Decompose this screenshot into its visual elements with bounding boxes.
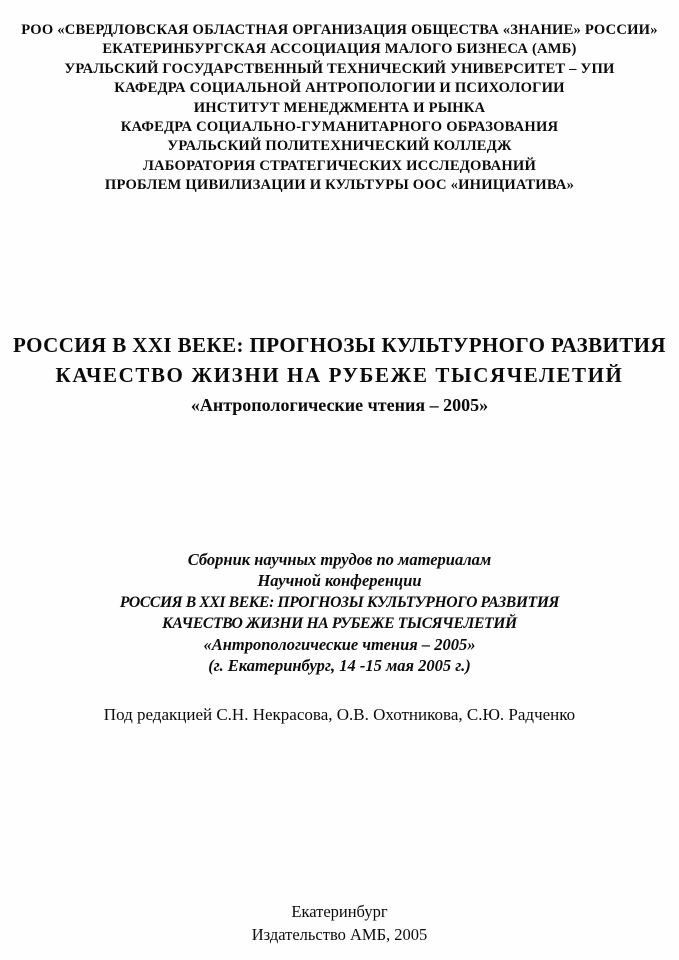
organization-line: УРАЛЬСКИЙ ПОЛИТЕХНИЧЕСКИЙ КОЛЛЕДЖ xyxy=(167,138,512,155)
subtitle-title-line-1: РОССИЯ В XXI ВЕКЕ: ПРОГНОЗЫ КУЛЬТУРНОГО РАЗВИТИЯ xyxy=(119,593,560,611)
subtitle-series-line: «Антропологические чтения – 2005» xyxy=(203,635,476,655)
subtitle-title-line-2: КАЧЕСТВО ЖИЗНИ НА РУБЕЖЕ ТЫСЯЧЕЛЕТИЙ xyxy=(162,614,517,632)
imprint-publisher: Издательство АМБ, 2005 xyxy=(251,924,428,944)
organizations-block xyxy=(0,21,679,196)
organization-line: ЛАБОРАТОРИЯ СТРАТЕГИЧЕСКИХ ИССЛЕДОВАНИЙ xyxy=(142,157,537,174)
organization-line: РОО «СВЕРДЛОВСКАЯ ОБЛАСТНАЯ ОРГАНИЗАЦИЯ ОБЩЕСТВА «ЗНАНИЕ» РОССИИ» xyxy=(21,22,658,38)
title-line-2: КАЧЕСТВО ЖИЗНИ НА РУБЕЖЕ ТЫСЯЧЕЛЕТИЙ xyxy=(55,363,624,387)
book-title-block xyxy=(0,330,679,420)
editors-line: Под редакцией С.Н. Некрасова, О.В. Охотникова, С.Ю. Радченко xyxy=(103,705,576,724)
subtitle-block xyxy=(0,549,679,677)
organization-line: КАФЕДРА СОЦИАЛЬНО-ГУМАНИТАРНОГО ОБРАЗОВАНИЯ xyxy=(120,119,559,136)
title-line-1: РОССИЯ В XXI ВЕКЕ: ПРОГНОЗЫ КУЛЬТУРНОГО РАЗВИТИЯ xyxy=(13,333,666,357)
subtitle-line-2: Научной конференции xyxy=(257,571,422,591)
organization-line: ИНСТИТУТ МЕНЕДЖМЕНТА И РЫНКА xyxy=(193,99,486,116)
organization-line: ЕКАТЕРИНБУРГСКАЯ АССОЦИАЦИЯ МАЛОГО БИЗНЕСА (АМБ) xyxy=(102,41,577,58)
title-line-3: «Антропологические чтения – 2005» xyxy=(190,395,489,415)
organization-line: ПРОБЛЕМ ЦИВИЛИЗАЦИИ И КУЛЬТУРЫ ООС «ИНИЦИАТИВА» xyxy=(104,177,575,194)
imprint-city: Екатеринбург xyxy=(291,902,388,921)
organization-line: КАФЕДРА СОЦИАЛЬНОЙ АНТРОПОЛОГИИ И ПСИХОЛОГИИ xyxy=(114,80,565,97)
subtitle-place-date-line: (г. Екатеринбург, 14 -15 мая 2005 г.) xyxy=(208,656,471,676)
organization-line: УРАЛЬСКИЙ ГОСУДАРСТВЕННЫЙ ТЕХНИЧЕСКИЙ УНИВЕРСИТЕТ – УПИ xyxy=(64,60,615,77)
subtitle-line-1: Сборник научных трудов по материалам xyxy=(187,550,492,569)
imprint-block xyxy=(0,901,679,946)
